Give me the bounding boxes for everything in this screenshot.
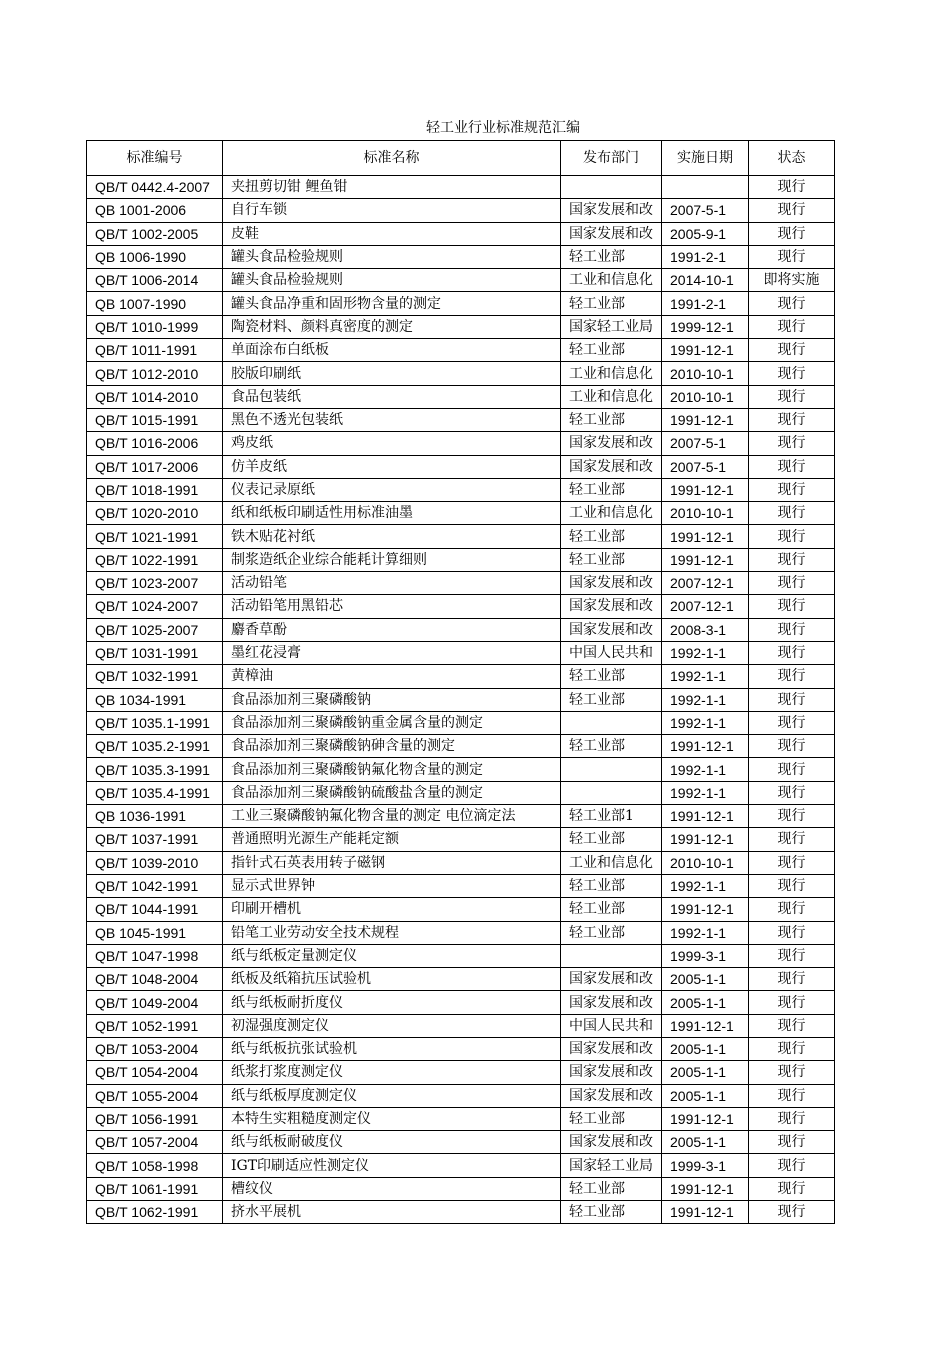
table-row (87, 874, 835, 897)
cell-standard-code: QB/T 1056-1991 (87, 1107, 223, 1130)
cell-issuing-department: 国家轻工业局 (561, 1154, 662, 1177)
cell-standard-code: QB/T 1049-2004 (87, 991, 223, 1014)
cell-status: 现行 (749, 362, 835, 385)
cell-standard-code: QB/T 1023-2007 (87, 572, 223, 595)
cell-status: 现行 (749, 222, 835, 245)
table-row (87, 805, 835, 828)
cell-standard-code: QB/T 1021-1991 (87, 525, 223, 548)
cell-status: 现行 (749, 385, 835, 408)
table-row (87, 455, 835, 478)
table-row (87, 688, 835, 711)
cell-standard-code: QB/T 1061-1991 (87, 1177, 223, 1200)
document-title: 轻工业行业标准规范汇编 (426, 120, 580, 136)
table-row (87, 245, 835, 268)
cell-status: 现行 (749, 525, 835, 548)
cell-issuing-department (561, 781, 662, 804)
cell-standard-name: 胶版印刷纸 (223, 362, 561, 385)
cell-status: 现行 (749, 1201, 835, 1224)
cell-implementation-date: 2007-12-1 (662, 595, 749, 618)
cell-standard-name: 纸与纸板定量测定仪 (223, 944, 561, 967)
cell-standard-name: 挤水平展机 (223, 1201, 561, 1224)
cell-issuing-department: 轻工业部 (561, 828, 662, 851)
cell-status: 现行 (749, 921, 835, 944)
cell-implementation-date: 1992-1-1 (662, 688, 749, 711)
cell-implementation-date: 1999-12-1 (662, 315, 749, 338)
cell-issuing-department: 国家发展和改 (561, 1131, 662, 1154)
cell-status: 现行 (749, 408, 835, 431)
cell-status: 现行 (749, 315, 835, 338)
table-row (87, 478, 835, 501)
cell-issuing-department: 轻工业部 (561, 339, 662, 362)
cell-standard-code: QB/T 1015-1991 (87, 408, 223, 431)
cell-standard-name: 纸与纸板厚度测定仪 (223, 1084, 561, 1107)
cell-implementation-date: 1992-1-1 (662, 665, 749, 688)
cell-status: 现行 (749, 432, 835, 455)
cell-issuing-department: 国家发展和改 (561, 1037, 662, 1060)
cell-standard-code: QB/T 1012-2010 (87, 362, 223, 385)
cell-status: 现行 (749, 1131, 835, 1154)
cell-standard-code: QB 1007-1990 (87, 292, 223, 315)
cell-implementation-date: 2008-3-1 (662, 618, 749, 641)
cell-standard-code: QB/T 1042-1991 (87, 874, 223, 897)
cell-standard-code: QB/T 1035.2-1991 (87, 735, 223, 758)
table-row (87, 665, 835, 688)
table-row (87, 222, 835, 245)
cell-standard-code: QB/T 1032-1991 (87, 665, 223, 688)
cell-status: 现行 (749, 851, 835, 874)
cell-status: 现行 (749, 1061, 835, 1084)
standards-table (86, 140, 835, 1224)
cell-standard-name: 工业三聚磷酸钠氟化物含量的测定 电位滴定法 (223, 805, 561, 828)
cell-standard-code: QB/T 0442.4-2007 (87, 176, 223, 199)
cell-issuing-department: 轻工业部1 (561, 805, 662, 828)
cell-implementation-date: 2010-10-1 (662, 502, 749, 525)
cell-implementation-date: 2005-1-1 (662, 991, 749, 1014)
cell-issuing-department: 工业和信息化 (561, 269, 662, 292)
table-row (87, 1014, 835, 1037)
cell-issuing-department: 中国人民共和 (561, 641, 662, 664)
cell-issuing-department: 国家发展和改 (561, 595, 662, 618)
cell-issuing-department: 国家发展和改 (561, 1084, 662, 1107)
cell-standard-code: QB/T 1035.1-1991 (87, 711, 223, 734)
cell-status: 现行 (749, 339, 835, 362)
table-row (87, 572, 835, 595)
cell-status: 现行 (749, 1084, 835, 1107)
table-row (87, 1154, 835, 1177)
cell-standard-code: QB/T 1016-2006 (87, 432, 223, 455)
table-row (87, 292, 835, 315)
cell-implementation-date: 2005-1-1 (662, 968, 749, 991)
cell-standard-name: 初湿强度测定仪 (223, 1014, 561, 1037)
header-implementation-date: 实施日期 (662, 141, 749, 176)
table-row (87, 828, 835, 851)
cell-status: 现行 (749, 245, 835, 268)
cell-implementation-date: 1991-2-1 (662, 245, 749, 268)
cell-status: 现行 (749, 758, 835, 781)
cell-status: 现行 (749, 455, 835, 478)
cell-standard-code: QB/T 1031-1991 (87, 641, 223, 664)
table-row (87, 362, 835, 385)
cell-standard-name: 食品添加剂三聚磷酸钠硫酸盐含量的测定 (223, 781, 561, 804)
cell-issuing-department: 国家发展和改 (561, 455, 662, 478)
cell-status: 现行 (749, 618, 835, 641)
cell-status: 现行 (749, 292, 835, 315)
table-row (87, 1107, 835, 1130)
cell-issuing-department: 国家发展和改 (561, 199, 662, 222)
cell-issuing-department: 轻工业部 (561, 665, 662, 688)
table-row (87, 711, 835, 734)
cell-standard-code: QB/T 1044-1991 (87, 898, 223, 921)
cell-status: 现行 (749, 478, 835, 501)
cell-implementation-date: 2014-10-1 (662, 269, 749, 292)
cell-status: 现行 (749, 641, 835, 664)
cell-standard-code: QB/T 1053-2004 (87, 1037, 223, 1060)
cell-standard-name: 纸板及纸箱抗压试验机 (223, 968, 561, 991)
cell-standard-name: 食品添加剂三聚磷酸钠砷含量的测定 (223, 735, 561, 758)
cell-implementation-date: 1991-12-1 (662, 805, 749, 828)
cell-implementation-date: 1992-1-1 (662, 921, 749, 944)
cell-issuing-department: 轻工业部 (561, 245, 662, 268)
cell-issuing-department: 轻工业部 (561, 548, 662, 571)
table-row (87, 1201, 835, 1224)
cell-standard-name: 指针式石英表用转子磁钢 (223, 851, 561, 874)
table-row (87, 432, 835, 455)
cell-issuing-department: 轻工业部 (561, 408, 662, 431)
cell-standard-code: QB/T 1039-2010 (87, 851, 223, 874)
cell-implementation-date: 2005-1-1 (662, 1061, 749, 1084)
cell-status: 现行 (749, 968, 835, 991)
header-standard-name: 标准名称 (223, 141, 561, 176)
cell-standard-code: QB/T 1014-2010 (87, 385, 223, 408)
cell-standard-code: QB/T 1054-2004 (87, 1061, 223, 1084)
table-row (87, 735, 835, 758)
cell-standard-name: 纸与纸板耐破度仪 (223, 1131, 561, 1154)
cell-implementation-date: 1991-12-1 (662, 1107, 749, 1130)
cell-issuing-department: 轻工业部 (561, 735, 662, 758)
table-row (87, 176, 835, 199)
cell-standard-name: 皮鞋 (223, 222, 561, 245)
cell-standard-code: QB/T 1011-1991 (87, 339, 223, 362)
cell-issuing-department (561, 711, 662, 734)
cell-issuing-department: 轻工业部 (561, 688, 662, 711)
table-row (87, 781, 835, 804)
cell-status: 现行 (749, 595, 835, 618)
cell-implementation-date: 2010-10-1 (662, 362, 749, 385)
cell-standard-code: QB/T 1037-1991 (87, 828, 223, 851)
table-row (87, 921, 835, 944)
table-row (87, 898, 835, 921)
cell-issuing-department: 轻工业部 (561, 1177, 662, 1200)
cell-implementation-date: 1992-1-1 (662, 641, 749, 664)
cell-issuing-department: 轻工业部 (561, 921, 662, 944)
cell-issuing-department: 国家发展和改 (561, 572, 662, 595)
cell-status: 现行 (749, 199, 835, 222)
cell-standard-code: QB/T 1057-2004 (87, 1131, 223, 1154)
cell-implementation-date: 2010-10-1 (662, 851, 749, 874)
cell-implementation-date: 1992-1-1 (662, 781, 749, 804)
cell-standard-code: QB/T 1048-2004 (87, 968, 223, 991)
table-header-row (87, 141, 835, 176)
table-row (87, 991, 835, 1014)
table-row (87, 944, 835, 967)
cell-implementation-date: 1991-12-1 (662, 828, 749, 851)
cell-status: 现行 (749, 711, 835, 734)
cell-standard-code: QB/T 1035.3-1991 (87, 758, 223, 781)
cell-implementation-date: 2005-1-1 (662, 1131, 749, 1154)
cell-standard-name: 食品添加剂三聚磷酸钠重金属含量的测定 (223, 711, 561, 734)
cell-implementation-date: 1991-12-1 (662, 1201, 749, 1224)
table-row (87, 315, 835, 338)
cell-standard-code: QB/T 1035.4-1991 (87, 781, 223, 804)
cell-standard-name: 夹扭剪切钳 鲤鱼钳 (223, 176, 561, 199)
cell-issuing-department: 轻工业部 (561, 874, 662, 897)
cell-standard-name: 制浆造纸企业综合能耗计算细则 (223, 548, 561, 571)
cell-issuing-department: 工业和信息化 (561, 385, 662, 408)
cell-issuing-department: 轻工业部 (561, 1107, 662, 1130)
cell-standard-code: QB 1006-1990 (87, 245, 223, 268)
table-row (87, 1177, 835, 1200)
cell-implementation-date: 1991-12-1 (662, 548, 749, 571)
cell-standard-code: QB 1045-1991 (87, 921, 223, 944)
cell-issuing-department: 工业和信息化 (561, 362, 662, 385)
cell-standard-code: QB/T 1017-2006 (87, 455, 223, 478)
table-row (87, 339, 835, 362)
cell-standard-name: 罐头食品净重和固形物含量的测定 (223, 292, 561, 315)
table-row (87, 618, 835, 641)
cell-implementation-date: 1991-12-1 (662, 1177, 749, 1200)
cell-standard-name: 普通照明光源生产能耗定额 (223, 828, 561, 851)
cell-standard-name: 黄樟油 (223, 665, 561, 688)
cell-standard-name: 纸与纸板耐折度仪 (223, 991, 561, 1014)
cell-issuing-department: 轻工业部 (561, 525, 662, 548)
cell-standard-name: 纸和纸板印刷适性用标准油墨 (223, 502, 561, 525)
header-status: 状态 (749, 141, 835, 176)
cell-standard-code: QB/T 1062-1991 (87, 1201, 223, 1224)
cell-standard-code: QB 1001-2006 (87, 199, 223, 222)
cell-implementation-date: 1991-12-1 (662, 525, 749, 548)
cell-standard-code: QB/T 1055-2004 (87, 1084, 223, 1107)
table-row (87, 1084, 835, 1107)
cell-issuing-department: 轻工业部 (561, 292, 662, 315)
cell-standard-name: 罐头食品检验规则 (223, 245, 561, 268)
cell-implementation-date: 1991-2-1 (662, 292, 749, 315)
cell-issuing-department: 国家发展和改 (561, 968, 662, 991)
cell-status: 现行 (749, 781, 835, 804)
cell-implementation-date: 2007-5-1 (662, 432, 749, 455)
cell-standard-name: 印刷开槽机 (223, 898, 561, 921)
cell-implementation-date: 2007-5-1 (662, 455, 749, 478)
cell-standard-code: QB/T 1024-2007 (87, 595, 223, 618)
cell-standard-code: QB/T 1002-2005 (87, 222, 223, 245)
cell-implementation-date: 2005-1-1 (662, 1084, 749, 1107)
cell-standard-name: 本特生实粗糙度测定仪 (223, 1107, 561, 1130)
cell-standard-name: 仿羊皮纸 (223, 455, 561, 478)
cell-issuing-department: 国家发展和改 (561, 432, 662, 455)
cell-issuing-department: 国家发展和改 (561, 222, 662, 245)
cell-standard-code: QB/T 1020-2010 (87, 502, 223, 525)
cell-standard-code: QB/T 1025-2007 (87, 618, 223, 641)
cell-standard-name: 活动铅笔 (223, 572, 561, 595)
cell-standard-name: 活动铅笔用黑铅芯 (223, 595, 561, 618)
cell-standard-code: QB/T 1058-1998 (87, 1154, 223, 1177)
table-row (87, 1061, 835, 1084)
cell-status: 现行 (749, 502, 835, 525)
cell-standard-code: QB 1034-1991 (87, 688, 223, 711)
cell-standard-name: 单面涂布白纸板 (223, 339, 561, 362)
header-issuing-department: 发布部门 (561, 141, 662, 176)
cell-implementation-date: 1991-12-1 (662, 408, 749, 431)
cell-issuing-department: 国家发展和改 (561, 1061, 662, 1084)
cell-status: 现行 (749, 1177, 835, 1200)
cell-standard-name: 食品添加剂三聚磷酸钠 (223, 688, 561, 711)
cell-standard-name: 铁木贴花衬纸 (223, 525, 561, 548)
cell-status: 现行 (749, 805, 835, 828)
cell-status: 现行 (749, 898, 835, 921)
table-row (87, 548, 835, 571)
table-row (87, 851, 835, 874)
cell-implementation-date: 1991-12-1 (662, 735, 749, 758)
cell-standard-code: QB 1036-1991 (87, 805, 223, 828)
cell-issuing-department: 国家轻工业局 (561, 315, 662, 338)
cell-implementation-date: 1991-12-1 (662, 898, 749, 921)
table-row (87, 595, 835, 618)
table-row (87, 269, 835, 292)
cell-standard-code: QB/T 1022-1991 (87, 548, 223, 571)
cell-implementation-date: 2005-9-1 (662, 222, 749, 245)
table-row (87, 385, 835, 408)
cell-standard-name: 墨红花浸膏 (223, 641, 561, 664)
table-row (87, 408, 835, 431)
cell-standard-name: 黑色不透光包装纸 (223, 408, 561, 431)
cell-standard-code: QB/T 1047-1998 (87, 944, 223, 967)
cell-standard-name: 麝香草酚 (223, 618, 561, 641)
table-row (87, 758, 835, 781)
cell-issuing-department (561, 176, 662, 199)
cell-status: 现行 (749, 944, 835, 967)
table-row (87, 502, 835, 525)
cell-implementation-date: 2005-1-1 (662, 1037, 749, 1060)
cell-standard-code: QB/T 1018-1991 (87, 478, 223, 501)
cell-status: 现行 (749, 828, 835, 851)
cell-issuing-department: 轻工业部 (561, 1201, 662, 1224)
cell-standard-name: 显示式世界钟 (223, 874, 561, 897)
cell-issuing-department: 工业和信息化 (561, 502, 662, 525)
cell-implementation-date: 2010-10-1 (662, 385, 749, 408)
table-row (87, 1131, 835, 1154)
cell-standard-name: 纸与纸板抗张试验机 (223, 1037, 561, 1060)
table-row (87, 641, 835, 664)
cell-implementation-date: 1991-12-1 (662, 339, 749, 362)
cell-status: 现行 (749, 1154, 835, 1177)
cell-status: 现行 (749, 1107, 835, 1130)
cell-standard-name: IGT印刷适应性测定仪 (223, 1154, 561, 1177)
table-row (87, 1037, 835, 1060)
cell-implementation-date: 1991-12-1 (662, 1014, 749, 1037)
cell-standard-name: 食品添加剂三聚磷酸钠氟化物含量的测定 (223, 758, 561, 781)
table-row (87, 199, 835, 222)
cell-issuing-department: 国家发展和改 (561, 618, 662, 641)
cell-standard-name: 食品包装纸 (223, 385, 561, 408)
cell-implementation-date: 1992-1-1 (662, 711, 749, 734)
cell-implementation-date: 1992-1-1 (662, 874, 749, 897)
cell-implementation-date: 1999-3-1 (662, 944, 749, 967)
cell-standard-name: 纸浆打浆度测定仪 (223, 1061, 561, 1084)
cell-status: 即将实施 (749, 269, 835, 292)
cell-status: 现行 (749, 874, 835, 897)
cell-issuing-department (561, 944, 662, 967)
header-standard-code: 标准编号 (87, 141, 223, 176)
cell-status: 现行 (749, 735, 835, 758)
cell-standard-name: 陶瓷材料、颜料真密度的测定 (223, 315, 561, 338)
cell-standard-name: 仪表记录原纸 (223, 478, 561, 501)
cell-implementation-date: 2007-12-1 (662, 572, 749, 595)
cell-status: 现行 (749, 688, 835, 711)
table-row (87, 968, 835, 991)
cell-issuing-department (561, 758, 662, 781)
cell-status: 现行 (749, 991, 835, 1014)
cell-status: 现行 (749, 665, 835, 688)
cell-issuing-department: 轻工业部 (561, 478, 662, 501)
cell-status: 现行 (749, 1037, 835, 1060)
cell-standard-code: QB/T 1006-2014 (87, 269, 223, 292)
cell-standard-name: 自行车锁 (223, 199, 561, 222)
cell-status: 现行 (749, 548, 835, 571)
cell-standard-code: QB/T 1052-1991 (87, 1014, 223, 1037)
cell-standard-name: 罐头食品检验规则 (223, 269, 561, 292)
cell-implementation-date: 1991-12-1 (662, 478, 749, 501)
cell-status: 现行 (749, 176, 835, 199)
cell-standard-code: QB/T 1010-1999 (87, 315, 223, 338)
cell-standard-name: 鸡皮纸 (223, 432, 561, 455)
cell-implementation-date: 1999-3-1 (662, 1154, 749, 1177)
cell-issuing-department: 国家发展和改 (561, 991, 662, 1014)
cell-issuing-department: 中国人民共和 (561, 1014, 662, 1037)
cell-standard-name: 铅笔工业劳动安全技术规程 (223, 921, 561, 944)
cell-issuing-department: 轻工业部 (561, 898, 662, 921)
cell-issuing-department: 工业和信息化 (561, 851, 662, 874)
cell-status: 现行 (749, 1014, 835, 1037)
cell-implementation-date: 2007-5-1 (662, 199, 749, 222)
cell-implementation-date (662, 176, 749, 199)
table-row (87, 525, 835, 548)
cell-implementation-date: 1992-1-1 (662, 758, 749, 781)
cell-status: 现行 (749, 572, 835, 595)
cell-standard-name: 槽纹仪 (223, 1177, 561, 1200)
